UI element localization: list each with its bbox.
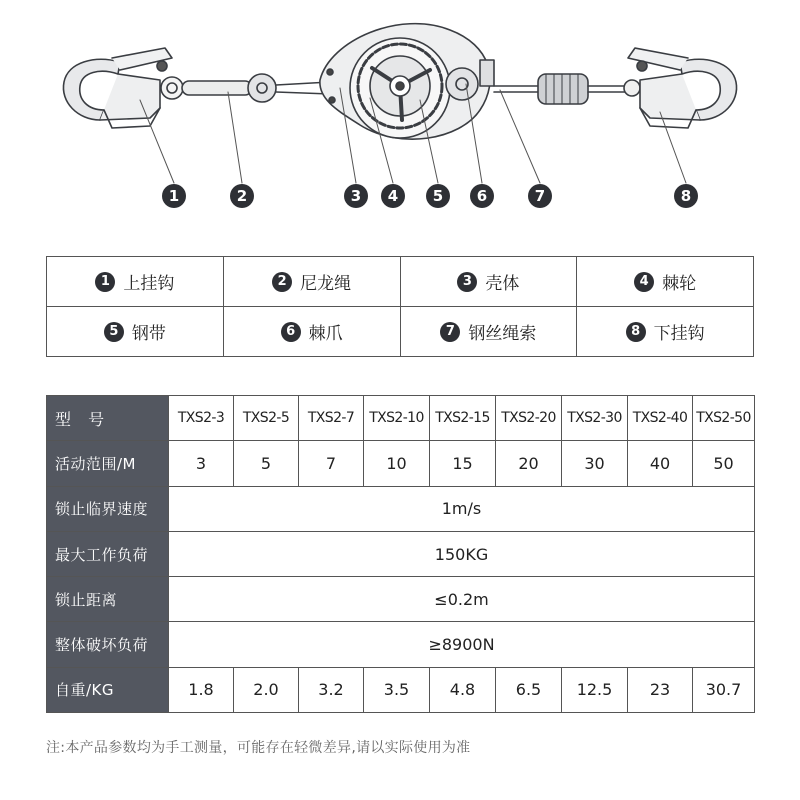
range-cell: 10 xyxy=(364,441,430,486)
legend-number: 5 xyxy=(104,322,124,342)
callout-8: 8 xyxy=(674,184,698,208)
lock-distance-value: ≤0.2m xyxy=(169,577,755,622)
legend-label: 尼龙绳 xyxy=(300,274,352,294)
legend-number: 4 xyxy=(634,272,654,292)
row-header-breaking-load: 整体破坏负荷 xyxy=(47,622,169,667)
disclaimer-note: 注:本产品参数均为手工测量，可能存在轻微差异,请以实际使用为准 xyxy=(46,740,471,756)
callout-6: 6 xyxy=(470,184,494,208)
row-header-max-load: 最大工作负荷 xyxy=(47,531,169,576)
legend-label: 下挂钩 xyxy=(653,324,705,344)
weight-cell: 30.7 xyxy=(693,667,755,712)
model-cell: TXS2-30 xyxy=(562,396,628,441)
weight-cell: 6.5 xyxy=(496,667,562,712)
specification-table xyxy=(46,395,755,713)
wire-rope-drawing xyxy=(494,74,640,104)
legend-number: 8 xyxy=(626,322,646,342)
callout-4: 4 xyxy=(381,184,405,208)
model-cell: TXS2-15 xyxy=(430,396,496,441)
callout-1: 1 xyxy=(162,184,186,208)
max-load-row xyxy=(47,531,755,576)
legend-number: 6 xyxy=(281,322,301,342)
legend-cell xyxy=(400,257,577,307)
row-header-model: 型 号 xyxy=(47,396,169,441)
range-cell: 30 xyxy=(562,441,628,486)
legend-row xyxy=(47,307,754,357)
upper-hook-drawing xyxy=(63,48,183,128)
range-cell: 40 xyxy=(628,441,693,486)
product-diagram xyxy=(0,0,800,230)
legend-number: 2 xyxy=(272,272,292,292)
legend-number: 7 xyxy=(440,322,460,342)
lock-speed-value: 1m/s xyxy=(169,486,755,531)
weight-cell: 3.2 xyxy=(299,667,364,712)
legend-cell xyxy=(223,257,400,307)
callout-3: 3 xyxy=(344,184,368,208)
weight-cell: 12.5 xyxy=(562,667,628,712)
model-cell: TXS2-40 xyxy=(628,396,693,441)
model-row xyxy=(47,396,755,441)
weight-cell: 23 xyxy=(628,667,693,712)
weight-cell: 3.5 xyxy=(364,667,430,712)
weight-cell: 1.8 xyxy=(169,667,234,712)
legend-label: 钢丝绳索 xyxy=(468,324,537,344)
range-cell: 5 xyxy=(234,441,299,486)
lower-hook-drawing xyxy=(628,48,737,128)
legend-label: 壳体 xyxy=(485,274,520,294)
max-load-value: 150KG xyxy=(169,531,755,576)
callout-5: 5 xyxy=(426,184,450,208)
legend-label: 钢带 xyxy=(131,324,166,344)
model-cell: TXS2-50 xyxy=(693,396,755,441)
breaking-load-row xyxy=(47,622,755,667)
model-cell: TXS2-20 xyxy=(496,396,562,441)
range-row xyxy=(47,441,755,486)
row-header-lock-distance: 锁止距离 xyxy=(47,577,169,622)
weight-row xyxy=(47,667,755,712)
parts-legend-table xyxy=(46,256,754,357)
legend-label: 棘轮 xyxy=(662,274,697,294)
model-cell: TXS2-10 xyxy=(364,396,430,441)
callout-2: 2 xyxy=(230,184,254,208)
legend-row xyxy=(47,257,754,307)
weight-cell: 2.0 xyxy=(234,667,299,712)
ratchet-drawing xyxy=(358,44,442,128)
range-cell: 15 xyxy=(430,441,496,486)
range-cell: 3 xyxy=(169,441,234,486)
model-cell: TXS2-7 xyxy=(299,396,364,441)
row-header-lock-speed: 锁止临界速度 xyxy=(47,486,169,531)
model-cell: TXS2-5 xyxy=(234,396,299,441)
legend-cell xyxy=(223,307,400,357)
range-cell: 20 xyxy=(496,441,562,486)
legend-cell xyxy=(577,257,754,307)
legend-cell xyxy=(47,257,224,307)
breaking-load-value: ≥8900N xyxy=(169,622,755,667)
lock-speed-row xyxy=(47,486,755,531)
row-header-weight: 自重/KG xyxy=(47,667,169,712)
legend-cell xyxy=(577,307,754,357)
legend-cell xyxy=(47,307,224,357)
weight-cell: 4.8 xyxy=(430,667,496,712)
legend-number: 1 xyxy=(95,272,115,292)
model-cell: TXS2-3 xyxy=(169,396,234,441)
callout-7: 7 xyxy=(528,184,552,208)
legend-number: 3 xyxy=(457,272,477,292)
legend-cell xyxy=(400,307,577,357)
nylon-strap-drawing xyxy=(182,74,330,102)
row-header-range: 活动范围/M xyxy=(47,441,169,486)
legend-label: 上挂钩 xyxy=(123,274,175,294)
range-cell: 7 xyxy=(299,441,364,486)
range-cell: 50 xyxy=(693,441,755,486)
lock-distance-row xyxy=(47,577,755,622)
legend-label: 棘爪 xyxy=(308,324,343,344)
